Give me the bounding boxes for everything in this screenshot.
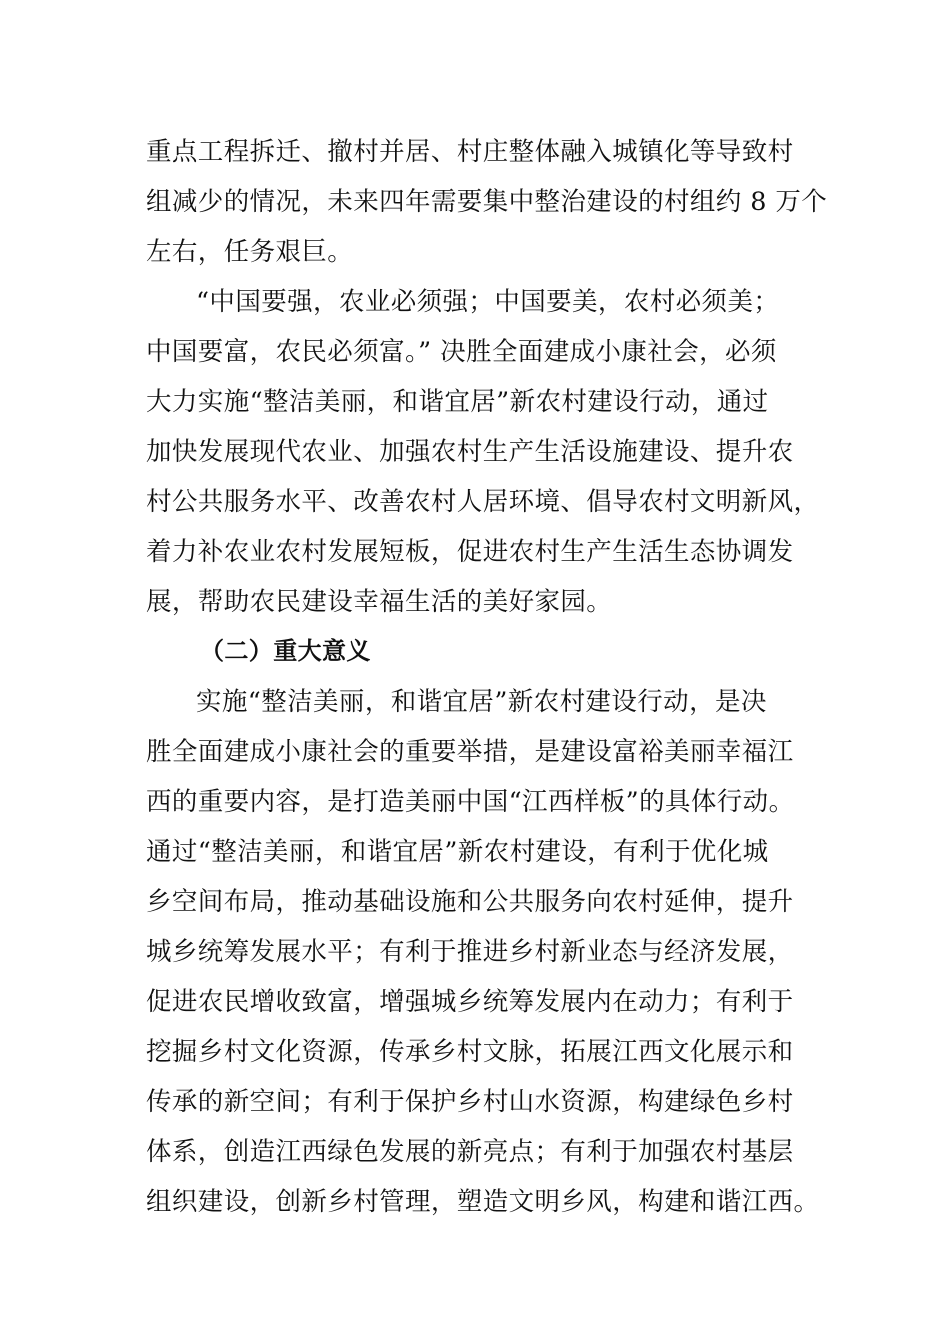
paragraph-line: 村公共服务水平、改善农村人居环境、倡导农村文明新风， [146,487,820,517]
paragraph-line: 西的重要内容，是打造美丽中国“江西样板”的具体行动。 [146,787,795,817]
paragraph-line: 左右，任务艰巨。 [146,237,354,267]
paragraph-line: 加快发展现代农业、加强农村生产生活设施建设、提升农 [146,437,794,467]
paragraph-line: 中国要富，农民必须富。” 决胜全面建成小康社会，必须 [146,337,777,367]
paragraph-line: 传承的新空间；有利于保护乡村山水资源，构建绿色乡村 [146,1087,794,1117]
paragraph-line: 挖掘乡村文化资源，传承乡村文脉，拓展江西文化展示和 [146,1037,794,1067]
paragraph-line: 促进农民增收致富，增强城乡统筹发展内在动力；有利于 [146,987,794,1017]
paragraph-line: 乡空间布局，推动基础设施和公共服务向农村延伸，提升 [146,887,794,917]
paragraph-line: 组减少的情况，未来四年需要集中整治建设的村组约 8 万个 [146,187,828,217]
paragraph-line: 着力补农业农村发展短板，促进农村生产生活生态协调发 [146,537,794,567]
paragraph-line: 通过“整洁美丽，和谐宜居”新农村建设，有利于优化城 [146,837,769,867]
paragraph-line: 城乡统筹发展水平；有利于推进乡村新业态与经济发展， [146,937,794,967]
paragraph-line: 体系，创造江西绿色发展的新亮点；有利于加强农村基层 [146,1137,794,1167]
paragraph-line: 展，帮助农民建设幸福生活的美好家园。 [146,587,613,617]
paragraph-line: 重点工程拆迁、撤村并居、村庄整体融入城镇化等导致村 [146,137,794,167]
paragraph-line: 胜全面建成小康社会的重要举措，是建设富裕美丽幸福江 [146,737,794,767]
paragraph-line: 实施“整洁美丽，和谐宜居”新农村建设行动，是决 [196,687,767,717]
paragraph-line: 组织建设，创新乡村管理，塑造文明乡风，构建和谐江西。 [146,1187,820,1217]
paragraph-line: “中国要强，农业必须强；中国要美，农村必须美； [196,287,780,317]
section-heading: （二）重大意义 [200,637,371,665]
paragraph-line: 大力实施“整洁美丽，和谐宜居”新农村建设行动，通过 [146,387,769,417]
